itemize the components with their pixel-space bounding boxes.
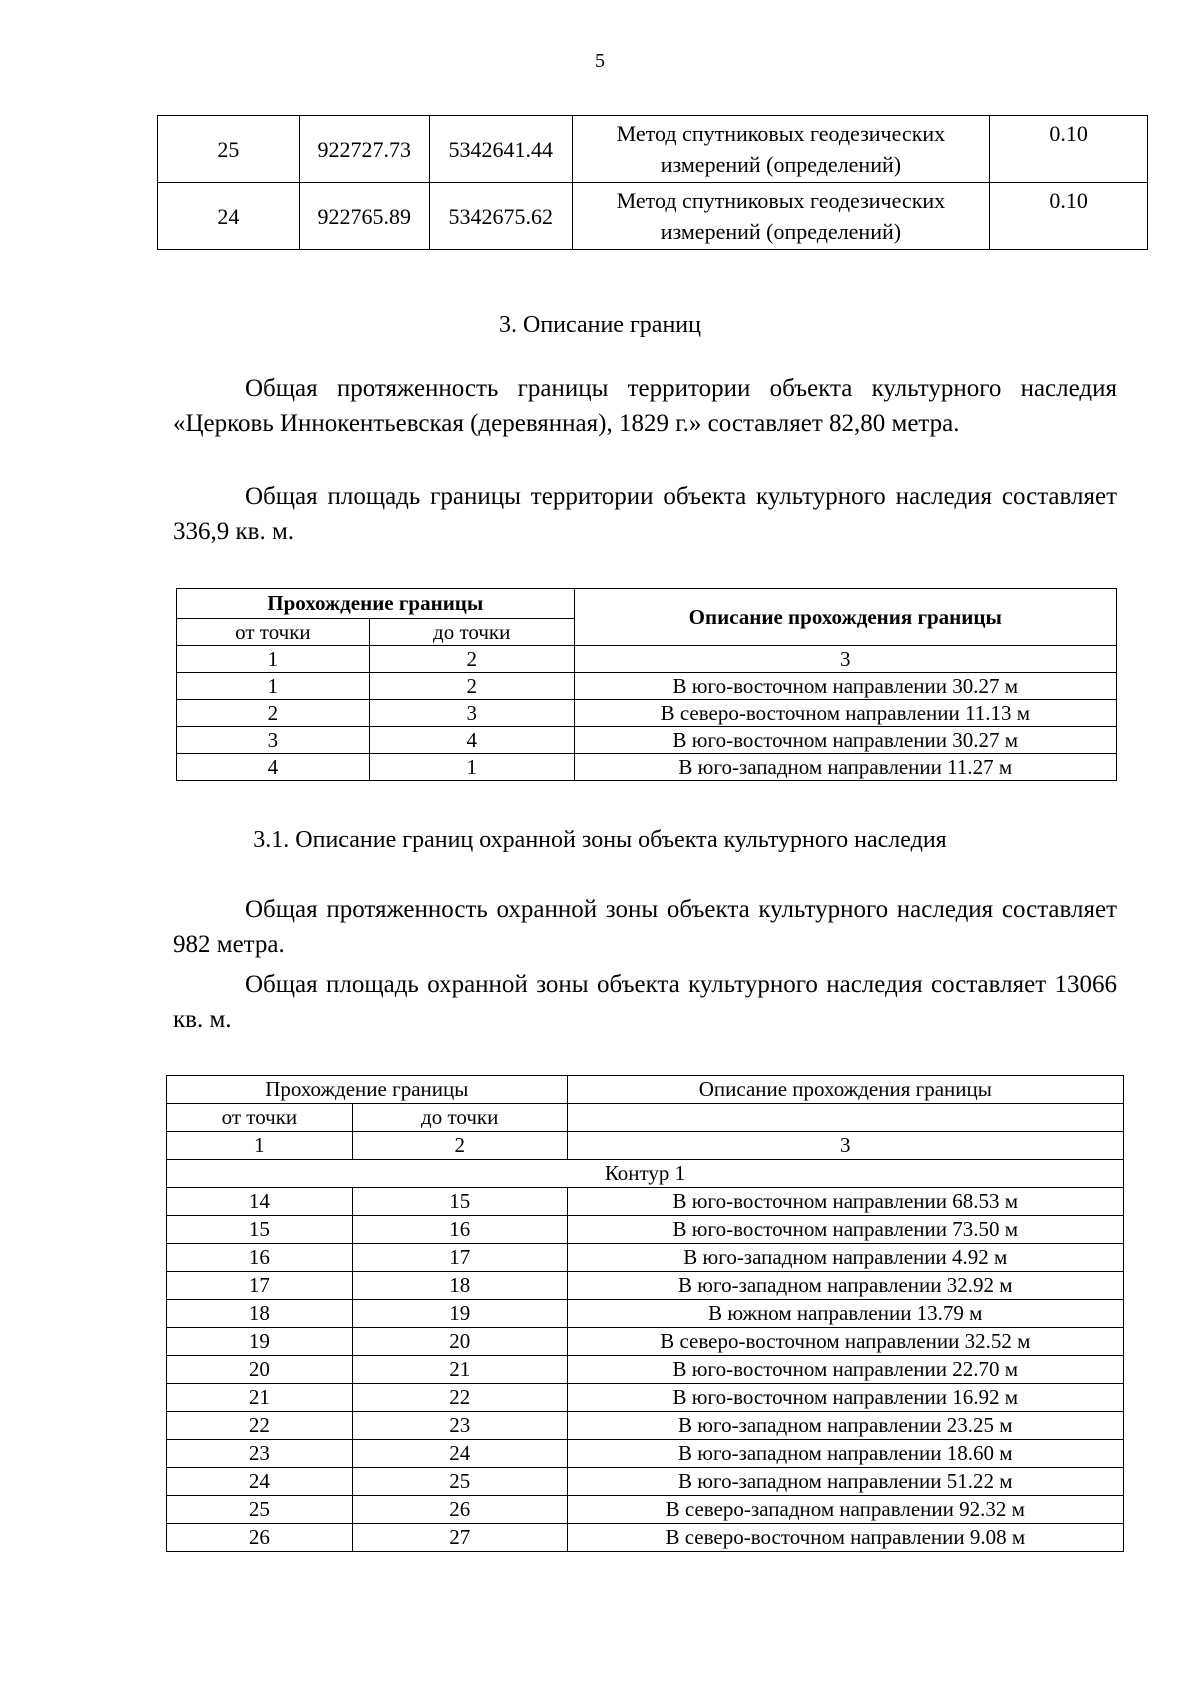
desc-cell: В юго-восточном направлении 16.92 м: [567, 1384, 1123, 1412]
table-header-row: [167, 1104, 1124, 1132]
desc-cell: В юго-западном направлении 51.22 м: [567, 1468, 1123, 1496]
from-cell: 20: [167, 1356, 353, 1384]
contour-label: Контур 1: [167, 1160, 1124, 1188]
from-cell: 23: [167, 1440, 353, 1468]
to-cell: 26: [352, 1496, 567, 1524]
to-cell: 3: [369, 700, 574, 727]
col-num: 1: [167, 1132, 353, 1160]
from-cell: 4: [177, 754, 370, 781]
col-num: 3: [574, 646, 1116, 673]
desc-cell: В юго-восточном направлении 30.27 м: [574, 673, 1116, 700]
desc-cell: В южном направлении 13.79 м: [567, 1300, 1123, 1328]
point-cell: 24: [158, 183, 300, 250]
to-cell: 16: [352, 1216, 567, 1244]
precision-cell: 0.10: [990, 116, 1148, 183]
from-cell: 25: [167, 1496, 353, 1524]
table-header-row: [167, 1076, 1124, 1104]
desc-cell: В юго-западном направлении 32.92 м: [567, 1272, 1123, 1300]
header-passage: Прохождение границы: [177, 589, 575, 619]
to-cell: 21: [352, 1356, 567, 1384]
method-cell: Метод спутниковых геодезических измерений (определений): [572, 183, 990, 250]
to-cell: 19: [352, 1300, 567, 1328]
to-cell: 17: [352, 1244, 567, 1272]
desc-cell: В северо-западном направлении 92.32 м: [567, 1496, 1123, 1524]
desc-cell: В юго-западном направлении 4.92 м: [567, 1244, 1123, 1272]
column-number-row: [177, 646, 1117, 673]
precision-cell: 0.10: [990, 183, 1148, 250]
to-cell: 27: [352, 1524, 567, 1552]
from-cell: 3: [177, 727, 370, 754]
y-cell: 5342675.62: [429, 183, 572, 250]
table-row: [167, 1216, 1124, 1244]
desc-cell: В юго-восточном направлении 73.50 м: [567, 1216, 1123, 1244]
table-row: [167, 1468, 1124, 1496]
section-3-heading: 3. Описание границ: [499, 312, 701, 338]
table-row: [158, 183, 1148, 250]
col-num: 3: [567, 1132, 1123, 1160]
table-row: [177, 673, 1117, 700]
x-cell: 922727.73: [299, 116, 429, 183]
table-row: [167, 1356, 1124, 1384]
table-row: [167, 1244, 1124, 1272]
to-cell: 20: [352, 1328, 567, 1356]
table-row: [167, 1524, 1124, 1552]
desc-cell: В юго-западном направлении 11.27 м: [574, 754, 1116, 781]
desc-cell: В юго-восточном направлении 30.27 м: [574, 727, 1116, 754]
table-row: [167, 1440, 1124, 1468]
from-cell: 17: [167, 1272, 353, 1300]
from-cell: 24: [167, 1468, 353, 1496]
table-row: [167, 1496, 1124, 1524]
from-cell: 2: [177, 700, 370, 727]
table-row: [167, 1328, 1124, 1356]
column-number-row: [167, 1132, 1124, 1160]
header-empty: [567, 1104, 1123, 1132]
from-cell: 15: [167, 1216, 353, 1244]
col-num: 2: [369, 646, 574, 673]
from-cell: 26: [167, 1524, 353, 1552]
table-row: [167, 1384, 1124, 1412]
protection-zone-table: [166, 1075, 1124, 1552]
section-3-1-paragraph-1: Общая протяженность охранной зоны объекта культурного наследия составляет 982 метра.: [173, 896, 1117, 958]
method-cell: Метод спутниковых геодезических измерений (определений): [572, 116, 990, 183]
from-cell: 21: [167, 1384, 353, 1412]
desc-cell: В юго-западном направлении 23.25 м: [567, 1412, 1123, 1440]
header-from: от точки: [167, 1104, 353, 1132]
table-row: [158, 116, 1148, 183]
table-row: [167, 1412, 1124, 1440]
section-3-1-heading: 3.1. Описание границ охранной зоны объекта культурного наследия: [253, 827, 947, 853]
section-3-paragraph-2: Общая площадь границы территории объекта культурного наследия составляет 336,9 кв. м.: [173, 483, 1117, 545]
from-cell: 14: [167, 1188, 353, 1216]
table-row: [167, 1188, 1124, 1216]
coordinates-table: [157, 115, 1148, 250]
to-cell: 23: [352, 1412, 567, 1440]
from-cell: 19: [167, 1328, 353, 1356]
y-cell: 5342641.44: [429, 116, 572, 183]
header-passage: Прохождение границы: [167, 1076, 568, 1104]
header-description: Описание прохождения границы: [574, 589, 1116, 646]
section-3-1-paragraph-2: Общая площадь охранной зоны объекта культурного наследия составляет 13066 кв. м.: [173, 971, 1117, 1033]
table-row: [177, 727, 1117, 754]
to-cell: 22: [352, 1384, 567, 1412]
contour-row: [167, 1160, 1124, 1188]
desc-cell: В северо-восточном направлении 9.08 м: [567, 1524, 1123, 1552]
from-cell: 1: [177, 673, 370, 700]
page-number: 5: [595, 50, 605, 72]
from-cell: 22: [167, 1412, 353, 1440]
from-cell: 16: [167, 1244, 353, 1272]
table-row: [167, 1300, 1124, 1328]
table-row: [177, 754, 1117, 781]
x-cell: 922765.89: [299, 183, 429, 250]
desc-cell: В северо-восточном направлении 11.13 м: [574, 700, 1116, 727]
desc-cell: В северо-восточном направлении 32.52 м: [567, 1328, 1123, 1356]
to-cell: 2: [369, 673, 574, 700]
to-cell: 18: [352, 1272, 567, 1300]
desc-cell: В юго-восточном направлении 22.70 м: [567, 1356, 1123, 1384]
boundary-table: [176, 588, 1117, 781]
table-row: [177, 700, 1117, 727]
to-cell: 4: [369, 727, 574, 754]
point-cell: 25: [158, 116, 300, 183]
header-description: Описание прохождения границы: [567, 1076, 1123, 1104]
header-from: от точки: [177, 619, 370, 646]
col-num: 1: [177, 646, 370, 673]
from-cell: 18: [167, 1300, 353, 1328]
table-row: [167, 1272, 1124, 1300]
desc-cell: В юго-восточном направлении 68.53 м: [567, 1188, 1123, 1216]
to-cell: 15: [352, 1188, 567, 1216]
section-3-paragraph-1: Общая протяженность границы территории объекта культурного наследия «Церковь Иннокентьевская (деревянная), 1829 г.» составляет 82,80 метра.: [173, 375, 1117, 437]
header-to: до точки: [352, 1104, 567, 1132]
to-cell: 25: [352, 1468, 567, 1496]
col-num: 2: [352, 1132, 567, 1160]
table-header-row: [177, 589, 1117, 619]
header-to: до точки: [369, 619, 574, 646]
to-cell: 1: [369, 754, 574, 781]
desc-cell: В юго-западном направлении 18.60 м: [567, 1440, 1123, 1468]
to-cell: 24: [352, 1440, 567, 1468]
